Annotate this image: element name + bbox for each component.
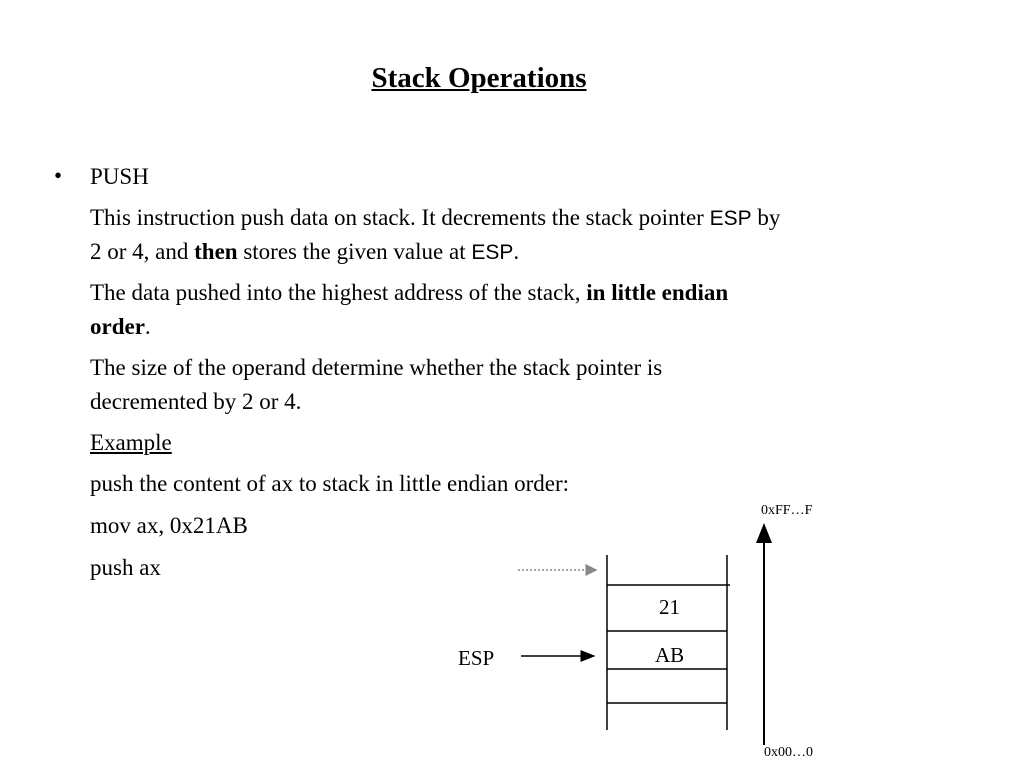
para2-text1: The data pushed into the highest address of the stack, — [90, 280, 587, 305]
stack-cell-high-byte: 21 — [659, 595, 680, 619]
code-line-mov: mov ax, 0x21AB — [90, 513, 248, 538]
address-high-label: 0xFF…F — [761, 503, 813, 518]
para1-text2: by — [751, 205, 781, 230]
para1-line2-esp: ESP — [471, 241, 514, 264]
push-heading: PUSH — [90, 164, 149, 189]
para1-text1: This instruction push data on stack. It decrements the stack pointer — [90, 205, 710, 230]
para3-line2: decremented by 2 or 4. — [90, 389, 302, 414]
stack-cell-low-byte: AB — [655, 643, 685, 667]
para1-line2-text2: stores the given value at — [237, 239, 472, 264]
example-description: push the content of ax to stack in little endian order: — [90, 471, 570, 496]
para2-end: . — [144, 314, 151, 339]
para1-line2-text1: 2 or 4, and — [90, 239, 195, 264]
para1-line2-end: . — [513, 239, 520, 264]
slide-title: Stack Operations — [371, 62, 587, 94]
para2-bold2: order — [90, 314, 145, 339]
example-label: Example — [90, 430, 172, 455]
para1-esp: ESP — [709, 207, 752, 230]
esp-label: ESP — [458, 646, 495, 670]
para3-line1: The size of the operand determine whether the stack pointer is — [90, 355, 663, 380]
address-low-label: 0x00…0 — [764, 745, 813, 760]
para2-bold1: in little endian — [586, 280, 729, 305]
bullet-marker: • — [54, 163, 63, 188]
code-line-push: push ax — [90, 555, 161, 580]
para1-then: then — [194, 239, 238, 264]
